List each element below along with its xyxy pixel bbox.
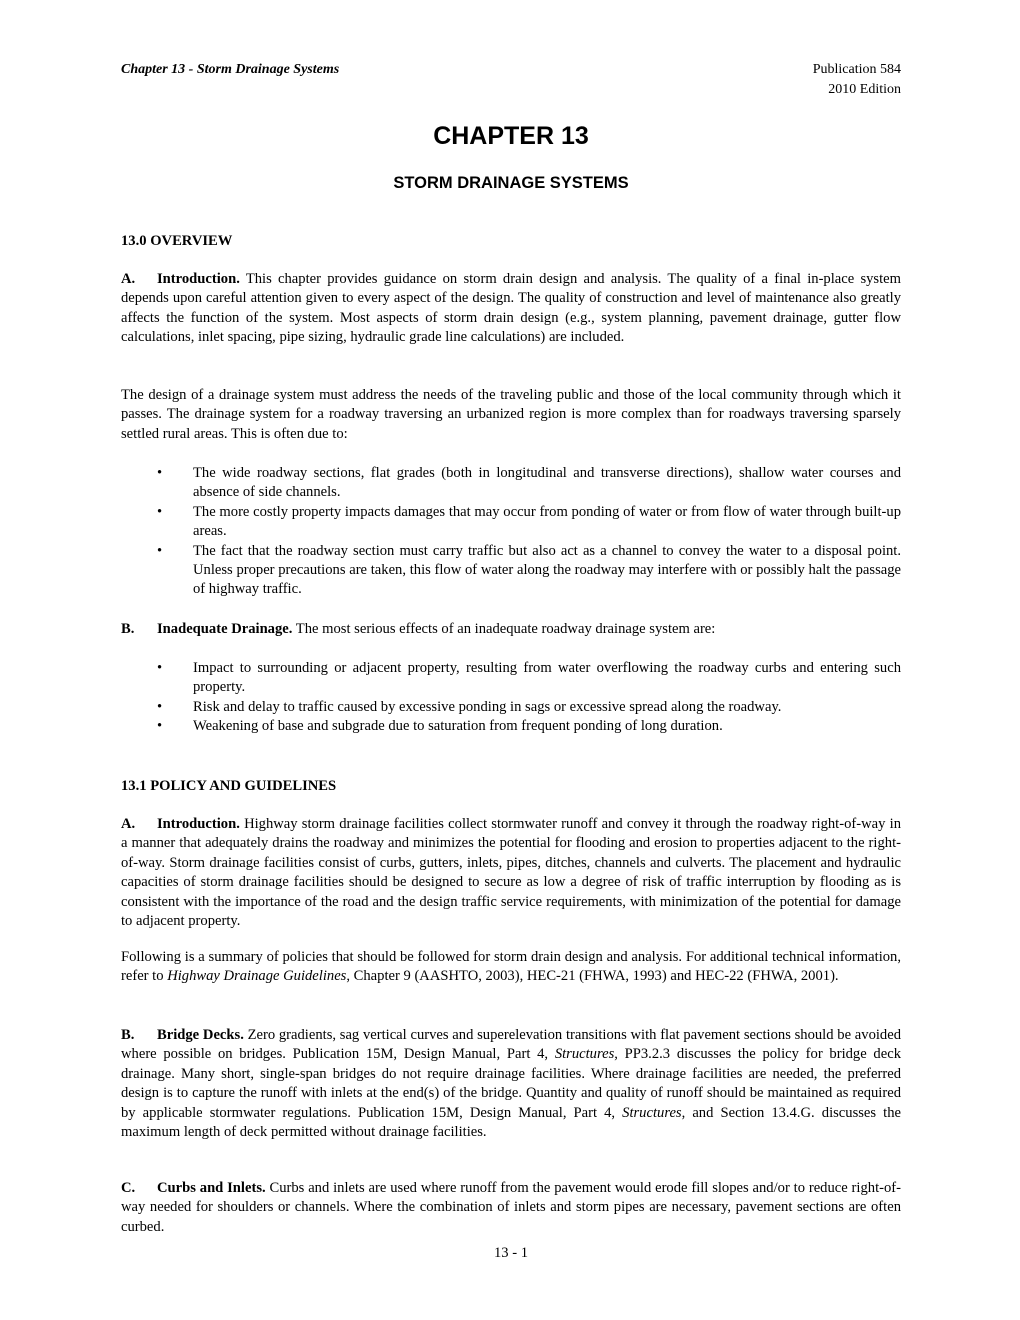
item-title: Curbs and Inlets. bbox=[157, 1180, 266, 1196]
list-item: • The wide roadway sections, flat grades (both in longitudinal and transverse directions), shallow water courses and absence of side channels. bbox=[157, 465, 901, 501]
paragraph-text: The most serious effects of an inadequate roadway drainage system are: bbox=[292, 621, 716, 637]
edition: 2010 Edition bbox=[828, 81, 901, 97]
bullet-list-effects bbox=[121, 659, 901, 737]
bullet-list-urban-drainage bbox=[121, 464, 901, 600]
item-letter: B. bbox=[121, 621, 135, 637]
overview-paragraph-2: The design of a drainage system must address the needs of the traveling public and those of the local community through which it passes. The drainage system for a roadway traversing an urbanized region is more complex than for roadways traversing sparsely settled rural areas. This is often due to: bbox=[121, 387, 901, 442]
list-item: • Weakening of base and subgrade due to saturation from frequent ponding of long duration. bbox=[121, 717, 901, 736]
policy-introduction-paragraph bbox=[121, 815, 901, 931]
list-item: • Impact to surrounding or adjacent property, resulting from water overflowing the roadway curbs and entering such property. bbox=[157, 660, 901, 696]
section-heading-13-0: 13.0 OVERVIEW bbox=[121, 233, 233, 249]
bullet-icon: • bbox=[157, 660, 163, 676]
item-title: Introduction. bbox=[157, 271, 240, 287]
publication-number: Publication 584 bbox=[812, 62, 901, 77]
bullet-icon: • bbox=[157, 698, 163, 715]
item-title: Inadequate Drainage. bbox=[157, 621, 293, 637]
section-heading-13-1: 13.1 POLICY AND GUIDELINES bbox=[121, 778, 337, 794]
item-title: Bridge Decks. bbox=[157, 1027, 244, 1043]
paragraph-text: Curbs and inlets are used where runoff from the pavement would erode fill slopes and/or to reduce right-of-way needed for shoulders or channels. Where the combination of inlets and storm pipes are necessary, pavement sections are often curbed. bbox=[121, 1180, 901, 1235]
chapter-title: CHAPTER 13 bbox=[433, 122, 589, 150]
chapter-subtitle: STORM DRAINAGE SYSTEMS bbox=[393, 174, 629, 192]
list-item: • The fact that the roadway section must carry traffic but also act as a channel to convey the water to a disposal point. Unless proper precautions are taken, this flow of water along the roadway may interfere with or possibly halt the passage of highway traffic. bbox=[157, 542, 901, 598]
reference-title: Structures bbox=[554, 1046, 615, 1063]
page-number: 13 - 1 bbox=[493, 1245, 529, 1261]
bullet-icon: • bbox=[157, 465, 163, 481]
item-letter: A. bbox=[121, 816, 136, 832]
item-letter: A. bbox=[121, 271, 136, 287]
overview-introduction-paragraph bbox=[121, 270, 901, 348]
bullet-icon: • bbox=[157, 718, 163, 735]
bullet-icon: • bbox=[157, 503, 163, 520]
reference-title: Structures bbox=[622, 1104, 682, 1121]
item-letter: C. bbox=[121, 1180, 136, 1196]
publication-info bbox=[813, 60, 901, 99]
list-item: • Risk and delay to traffic caused by excessive ponding in sags or excessive spread along the roadway. bbox=[121, 698, 901, 717]
reference-title: Highway Drainage Guidelines bbox=[167, 968, 347, 985]
inadequate-drainage-paragraph bbox=[121, 620, 901, 639]
item-letter: B. bbox=[121, 1027, 135, 1043]
item-title: Introduction. bbox=[157, 816, 240, 832]
policy-summary-paragraph: Following is a summary of policies that should be followed for storm drain design and analysis. For additional technical information, refer to Highway Drainage Guidelines, Chapter 9 (AASHTO, 2003), HEC-21 (FHWA, 1993) and HEC-22 (FHWA, 2001). bbox=[121, 949, 901, 985]
curbs-inlets-paragraph bbox=[121, 1179, 901, 1237]
bullet-icon: • bbox=[157, 542, 163, 559]
bridge-decks-paragraph: B. Bridge Decks. Zero gradients, sag vertical curves and superelevation transitions with flat pavement sections should be avoided where possible on bridges. Publication 15M, Design Manual, Part 4, Structures, PP3.2.3 discusses the policy for bridge deck drainage. Many short, single-span bridges do not require drainage facilities. Where drainage facilities are needed, the preferred design is to capture the runoff with inlets at the end(s) of the bridge. Quantity and quality of runoff should be maintained as required by applicable stormwater regulations. Publication 15M, Design Manual, Part 4, Structures, and Section 13.4.G. discusses the maximum length of deck permitted without drainage facilities. bbox=[121, 1027, 901, 1141]
list-item: • The more costly property impacts damages that may occur from ponding of water or from flow of water through built-up areas. bbox=[157, 503, 901, 540]
paragraph-text: This chapter provides guidance on storm drain design and analysis. The quality of a final in-place system depends upon careful attention given to every aspect of the design. The quality of construction and level of maintenance also greatly affects the function of the system. Most aspects of storm drain design (e.g., system planning, pavement drainage, gutter flow calculations, inlet spacing, pipe sizing, hydraulic grade line calculations) are included. bbox=[121, 271, 901, 346]
chapter-label: Chapter 13 - Storm Drainage Systems bbox=[121, 62, 340, 77]
paragraph-text: Highway storm drainage facilities collect stormwater runoff and convey it through the roadway right-of-way in a manner that adequately drains the roadway and minimizes the potential for flooding and erosion to properties adjacent to the right-of-way. Storm drainage facilities consist of curbs, gutters, inlets, pipes, ditches, channels and culverts. The placement and hydraulic capacities of storm drainage facilities should be designed to secure as low a degree of risk of traffic interruption by flooding as is consistent with the importance of the road and the design traffic service requirements, with minimization of the potential for damage to adjacent property. bbox=[121, 816, 901, 930]
